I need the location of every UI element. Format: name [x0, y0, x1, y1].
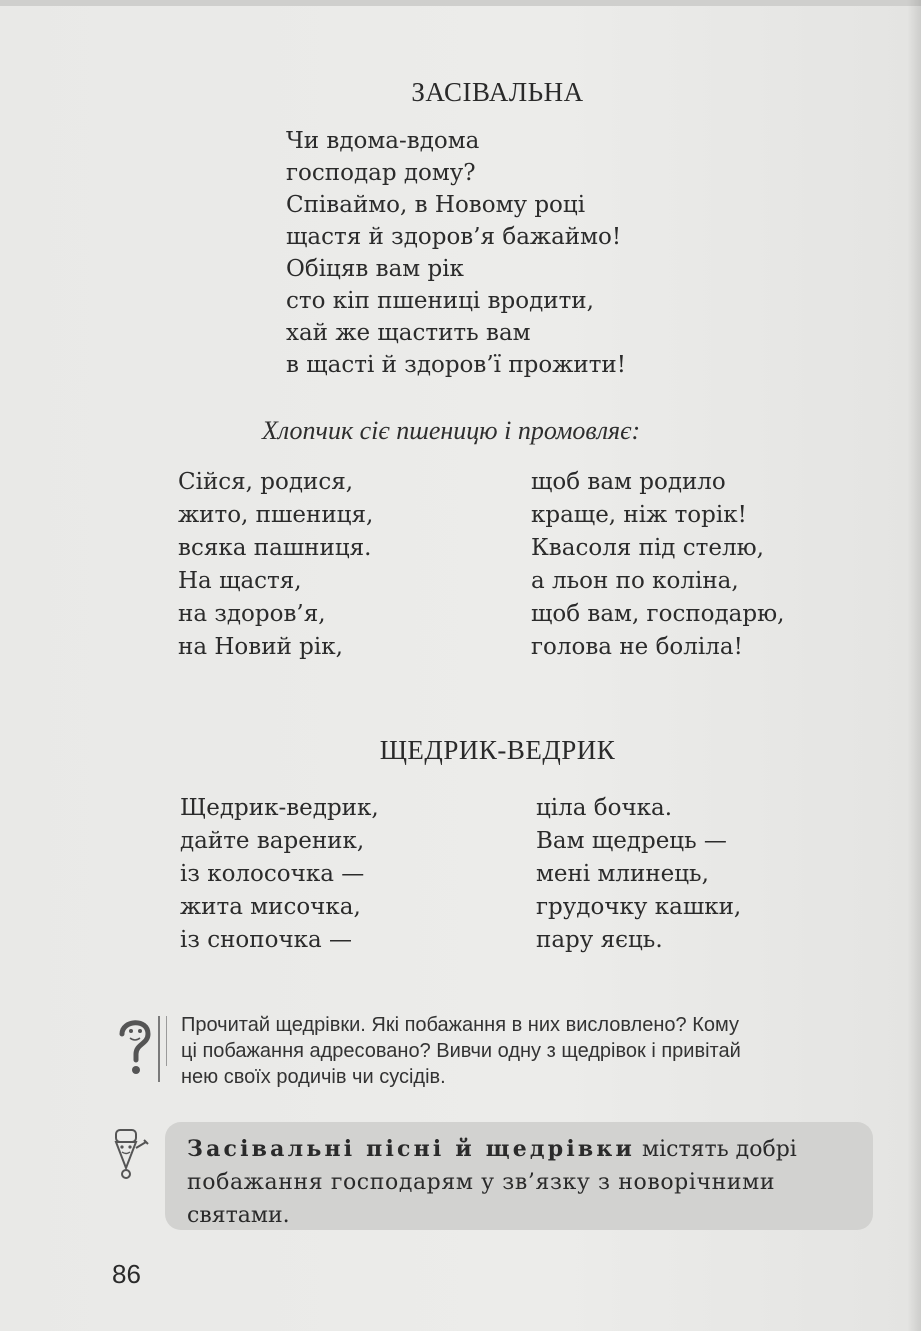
page-binding-shadow — [907, 0, 921, 1331]
verse-line: Щедрик-ведрик, — [180, 795, 379, 821]
question-task — [181, 1012, 881, 1090]
note-term: Засівальні пісні й щедрівки — [187, 1136, 636, 1162]
question-line: Прочитай щедрівки. Які побажання в них висловлено? Кому — [181, 1014, 739, 1036]
verse-line: голова не боліла! — [531, 634, 743, 660]
verse-right-column — [531, 466, 784, 664]
verse-line: Вам щедрець — — [536, 828, 727, 854]
verse-line: а льон по коліна, — [531, 568, 739, 594]
question-line: ці побажання адресовано? Вивчи одну з щедрівок і привітай — [181, 1040, 741, 1062]
verse-caption: Хлопчик сіє пшеницю і промовляє: — [262, 416, 641, 445]
verse-line: на здоров’я, — [178, 601, 326, 627]
verse-line: господар дому? — [286, 160, 476, 186]
question-divider — [166, 1016, 167, 1066]
note-text-part: містять добрі — [635, 1137, 797, 1162]
verse-zasivalna — [286, 125, 626, 381]
verse-line: хай же щастить вам — [286, 320, 531, 346]
verse-line: жита мисочка, — [180, 894, 361, 920]
note-line — [187, 1133, 867, 1166]
verse-line: щоб вам, господарю, — [531, 601, 785, 627]
verse-line: із колосочка — — [180, 861, 365, 887]
section-title-shchedryk: ЩЕДРИК-ВЕДРИК — [379, 735, 616, 765]
page-top-edge — [0, 0, 921, 6]
question-mark-icon — [110, 1012, 160, 1082]
verse-line: Чи вдома-вдома — [286, 128, 480, 154]
verse-line: на Новий рік, — [178, 634, 343, 660]
verse-line: дайте вареник, — [180, 828, 365, 854]
page-number: 86 — [112, 1259, 141, 1289]
question-line: нею своїх родичів чи сусідів. — [181, 1066, 446, 1088]
verse-line: щастя й здоров’я бажаймо! — [286, 224, 622, 250]
verse-line: краще, ніж торік! — [531, 502, 747, 528]
verse-line: Обіцяв вам рік — [286, 256, 464, 282]
note-line: побажання господарям у зв’язку з новорічними — [187, 1170, 776, 1195]
verse-line: Сійся, родися, — [178, 469, 354, 495]
verse-line: На щастя, — [178, 568, 302, 594]
verse-line: Квасоля під стелю, — [531, 535, 764, 561]
verse-line: із снопочка — — [180, 927, 353, 953]
verse-line: пару яєць. — [536, 927, 663, 953]
verse-line: жито, пшениця, — [178, 502, 374, 528]
note-line: святами. — [187, 1203, 290, 1228]
section-title-zasivalna: ЗАСІВАЛЬНА — [411, 77, 584, 107]
rule-note-text — [187, 1133, 867, 1232]
question-divider — [158, 1016, 160, 1082]
shchedryk-left-column — [180, 792, 379, 957]
verse-line: грудочку кашки, — [536, 894, 742, 920]
verse-left-column — [178, 466, 373, 664]
shchedryk-right-column — [536, 792, 741, 957]
verse-line: щоб вам родило — [531, 469, 726, 495]
verse-line: сто кіп пшениці вродити, — [286, 288, 594, 314]
verse-line: мені млинець, — [536, 861, 709, 887]
verse-line: всяка пашниця. — [178, 535, 372, 561]
verse-line: ціла бочка. — [536, 795, 673, 821]
pencil-mascot-icon — [108, 1122, 156, 1186]
verse-line: Співаймо, в Новому році — [286, 192, 586, 218]
verse-line: в щасті й здоров’ї прожити! — [286, 352, 627, 378]
